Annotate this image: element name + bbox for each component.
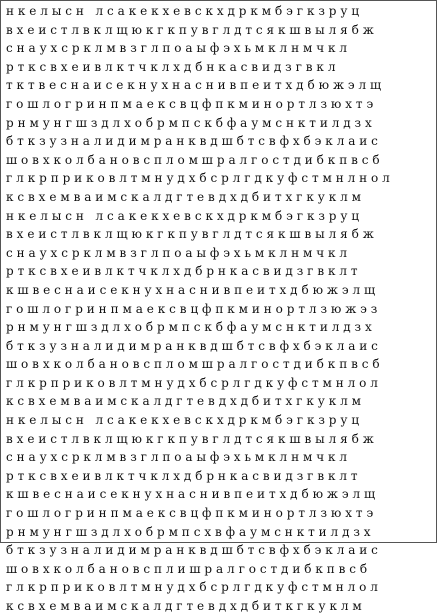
- letter-row: шовхколбановсплишралгостдибкпвсб: [6, 561, 372, 576]
- letter-row: глкрприковлтмнудхбсрлгдкуфстмнлол: [6, 580, 382, 595]
- letter-row: нкелысн лсакекхевскхдркмбэгкзруц: [6, 208, 363, 223]
- letter-row: ртксвхеивлктчклхдбрнкасвидзгвклт: [6, 468, 362, 483]
- letter-row: гошлогринпмаексвцфпкминортлзюхтэ: [6, 96, 378, 111]
- letter-row: гошлогринпмаексвцфпкминортлзюжэз: [6, 301, 382, 316]
- letter-row: рнмунгшздлхобрмпскбфаумснктилдзх: [6, 320, 376, 335]
- letter-row: снаухсрклмвзглпоаыфэхьмклнмчкл: [6, 450, 351, 465]
- letter-row: шовхколбановспломшралгостдибкпвсб: [6, 357, 384, 372]
- letter-row: рнмунгшздлхобрмпскбфаумснктилдзх: [6, 115, 376, 130]
- letter-row: шовхколбановспломшралгостдибкпвсб: [6, 152, 384, 167]
- letter-row: глкрприковлтмнудхбсрлгдкуфстмнлол: [6, 375, 382, 390]
- letter-row: ксвхемваимскалдгтевдхдбитхгкуклм: [6, 189, 365, 204]
- letter-row: глкрприковлтмнудхбсрлгдкуфстмнлнол: [6, 171, 394, 186]
- letter-row: ксвхемваимскалдгтевдхдбитхгкуклм: [6, 394, 365, 409]
- letter-row: тктвеснаисекнухнаснивпеитхдбюжэлщ: [6, 78, 386, 93]
- letter-row: кшвеснаисекнухнаснивпеитхдбюжэлщ: [6, 282, 380, 297]
- letter-row: ксвхемваимскалдгтевдхдбиткгкуклм: [6, 599, 366, 613]
- letter-row: снаухсрклмвзглпоаыфэхьмклнмчкл: [6, 41, 351, 56]
- letter-row: вхеистлвклщюкгкпувглдтсякшвылябж: [6, 22, 378, 37]
- letter-row: нкелысн лсакекхевскхдркмбэгкзруц: [6, 4, 363, 18]
- letter-row: вхеистлвклщюкгкпувглдтсякшвылябж: [6, 227, 378, 242]
- letter-row: бткзузналидимранквдшбтсвфхбэклаис: [6, 543, 382, 558]
- letter-row: гошлогринпмаексвцфпкминортлзюхтэ: [6, 506, 378, 521]
- letter-row: рнмунгшздлхобрмпсхвфаумснктилдзх: [6, 524, 375, 539]
- letter-row: нкелысн лсакекхевскхдркмбэгкзруц: [6, 413, 363, 428]
- letter-row: кшвеснаисекнухнаснивпеитхдбюжэлщ: [6, 487, 380, 502]
- letter-row: ртксвхеивлктчклхдбрнкасвидзгвклт: [6, 264, 362, 279]
- letter-row: ртксвхеивлктчклхдбнкасвидзгвкл: [6, 59, 340, 74]
- letter-row: бткзузналидимранквдшбтсвфхбэклаис: [6, 134, 382, 149]
- letter-row: бткзузналидимранквдшбтсвфхбэклаис: [6, 338, 382, 353]
- letter-row: вхеистлвклщюкгкпувглдтсякшвылябж: [6, 431, 378, 446]
- letter-row: снаухсрклмвзглпоаыфэхьмклнмчкл: [6, 245, 351, 260]
